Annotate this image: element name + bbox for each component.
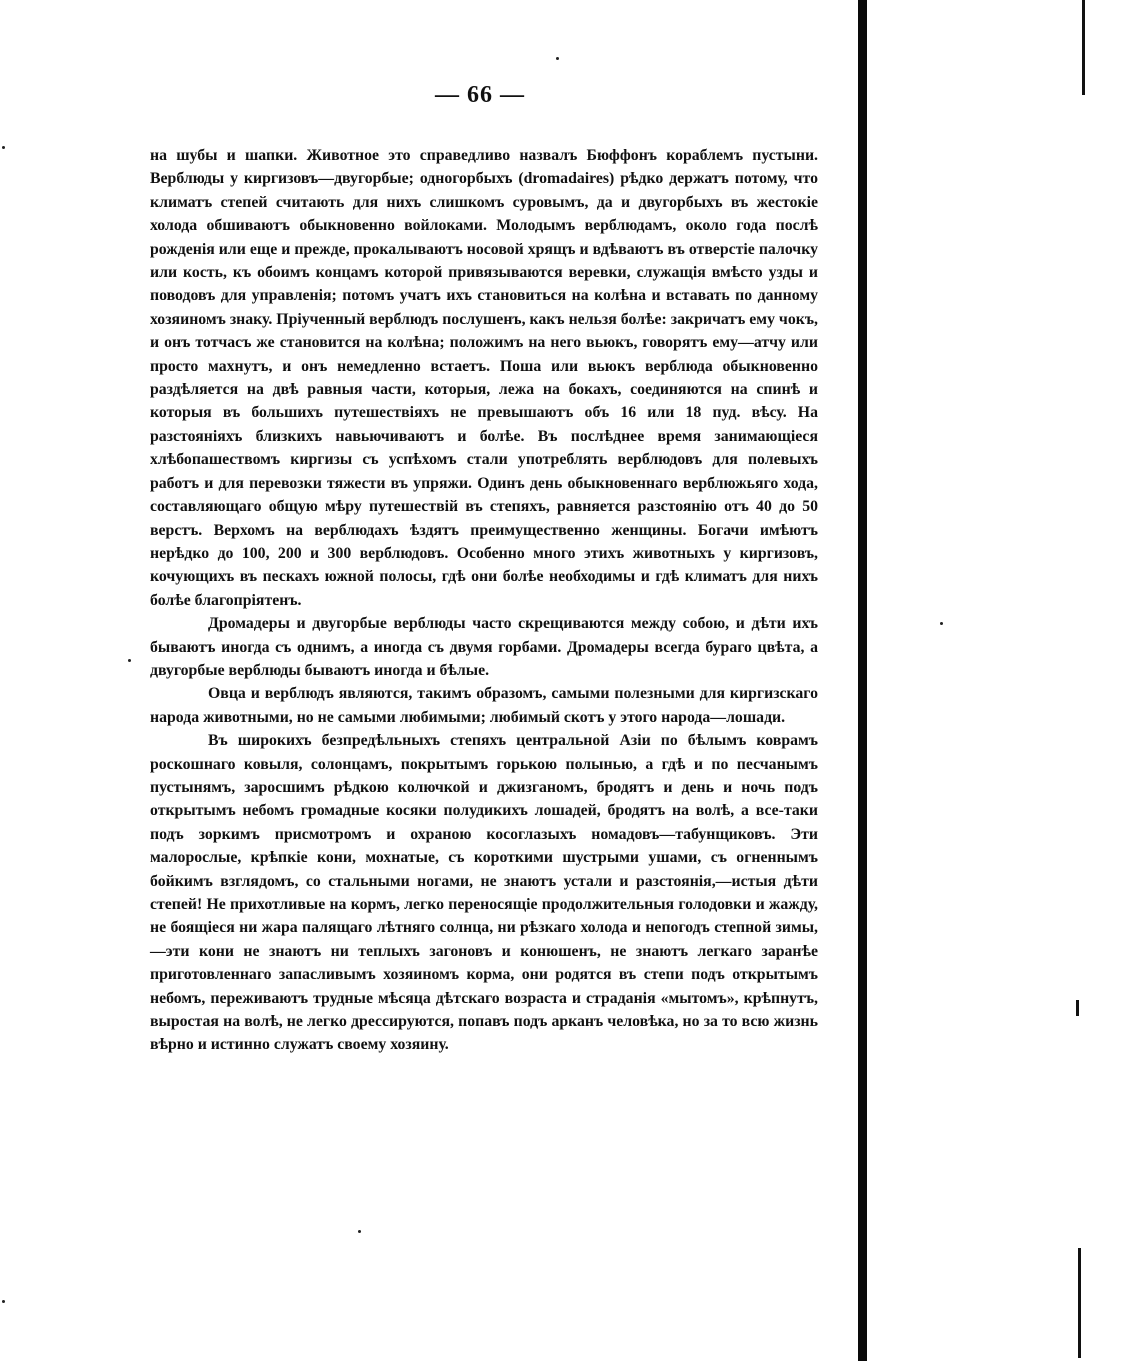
paragraph-camels: на шубы и шапки. Животное это справедливо назвалъ Бюффонъ кораблемъ пустыни. Верблюды у киргизовъ—двугорбые; одногорбыхъ (dromadaires) рѣдко держатъ потому, что климатъ степей считають для нихъ слишкомъ суровымъ, да и двугорбыхъ въ жестокіе холода обшиваютъ обыкновенно войлоками. Молодымъ верблюдамъ, около года послѣ рожденія или еще и прежде, прокалываютъ носовой хрящъ и вдѣваютъ въ отверстіе палочку или кость, къ обоимъ концамъ которой привязываются веревки, служащія вмѣсто узды и поводовъ для управленія; потомъ учатъ ихъ становиться на колѣна и вставать по данному хозяиномъ знаку. Пріученный верблюдъ послушенъ, какъ нельзя болѣе: закричатъ ему чокъ, и онъ тотчасъ же становится на колѣна; положимъ на него вьюкъ, говорятъ ему—атчу или просто махнутъ, и онъ немедленно встаетъ. Поша или вьюкъ верблюда обыкновенно раздѣляется на двѣ равныя части, которыя, лежа на бокахъ, соединяются на спинѣ и которыя въ большихъ путешествіяхъ не превышаютъ объ 16 или 18 пуд. вѣсу. На разстояніяхъ близкихъ навьючиваютъ и болѣе. Въ послѣднее время занимающіеся хлѣбопашествомъ киргизы съ успѣхомъ стали употреблять верблюдовъ для полевыхъ работъ и для перевозки тяжести въ упряжи. Одинъ день обыкновеннаго верблюжьяго хода, составляющаго общую мѣру путешествій въ степяхъ, равняется разстоянію отъ 40 до 50 верстъ. Верхомъ на верблюдахъ ѣздятъ преимущественно женщины. Богачи имѣютъ нерѣдко до 100, 200 и 300 верблюдовъ. Особенно много этихъ животныхъ у киргизовъ, кочующихъ въ пескахъ южной полосы, гдѣ они болѣе необходимы и гдѣ климатъ для нихъ болѣе благопріятенъ.: [150, 147, 818, 609]
paragraph-sheep-camel: Овца и верблюдъ являются, такимъ образомъ, самыми полезными для киргизскаго народа животными, но не самыми любимыми; любимый скотъ у этого народа—лошади.: [150, 685, 818, 726]
scan-speck: [2, 1300, 5, 1303]
page-edge-divider: [858, 0, 867, 1361]
scan-speck: [128, 659, 131, 662]
edge-mark: [1078, 1248, 1081, 1358]
body-text: [150, 144, 818, 1057]
scan-speck: [2, 146, 5, 149]
scan-speck: [358, 1230, 361, 1233]
paragraph-horses: Въ широкихъ безпредѣльныхъ степяхъ центральной Азіи по бѣлымъ коврамъ роскошнаго ковыля, солонцамъ, покрытымъ горькою полынью, а гдѣ и по песчанымъ пустынямъ, заросшимъ рѣдкою колючкой и джизганомъ, бродятъ и день и ночь подъ открытымъ небомъ громадные косяки полудикихъ лошадей, бродятъ на волѣ, а все-таки подъ зоркимъ присмотромъ и охраною косоглазыхъ номадовъ—табунщиковъ. Эти малорослые, крѣпкіе кони, мохнатые, съ короткими шустрыми ушами, съ огненнымъ бойкимъ взглядомъ, со стальными ногами, не знаютъ устали и разстоянія,—истыя дѣти степей! Не прихотливые на кормъ, легко переносящіе продолжительныя голодовки и жажду, не боящіеся ни жара палящаго лѣтняго солнца, ни рѣзкаго холода и непогодъ степной зимы,—эти кони не знаютъ ни теплыхъ загоновъ и конюшенъ, не знаютъ легкаго заранѣе приготовленнаго запасливымъ хозяиномъ корма, они родятся въ степи подъ открытымъ небомъ, переживаютъ трудные мѣсяца дѣтскаго возраста и страданія «мытомъ», крѣпнутъ, выростая на волѣ, не легко дрессируются, попавъ подъ арканъ человѣка, но за то всю жизнь вѣрно и истинно служатъ своему хозяину.: [150, 732, 818, 1054]
edge-mark: [1082, 0, 1085, 95]
paragraph-dromedaries: Дромадеры и двугорбые верблюды часто скрещиваются между собою, и дѣти ихъ бываютъ иногда съ однимъ, а иногда съ двумя горбами. Дромадеры всегда бураго цвѣта, а двугорбые верблюды бываютъ иногда и бѣлые.: [150, 615, 818, 679]
scan-speck: [556, 57, 559, 60]
scan-speck: [940, 622, 943, 625]
page-number: — 66 —: [435, 82, 525, 108]
edge-mark: [1076, 1000, 1079, 1016]
